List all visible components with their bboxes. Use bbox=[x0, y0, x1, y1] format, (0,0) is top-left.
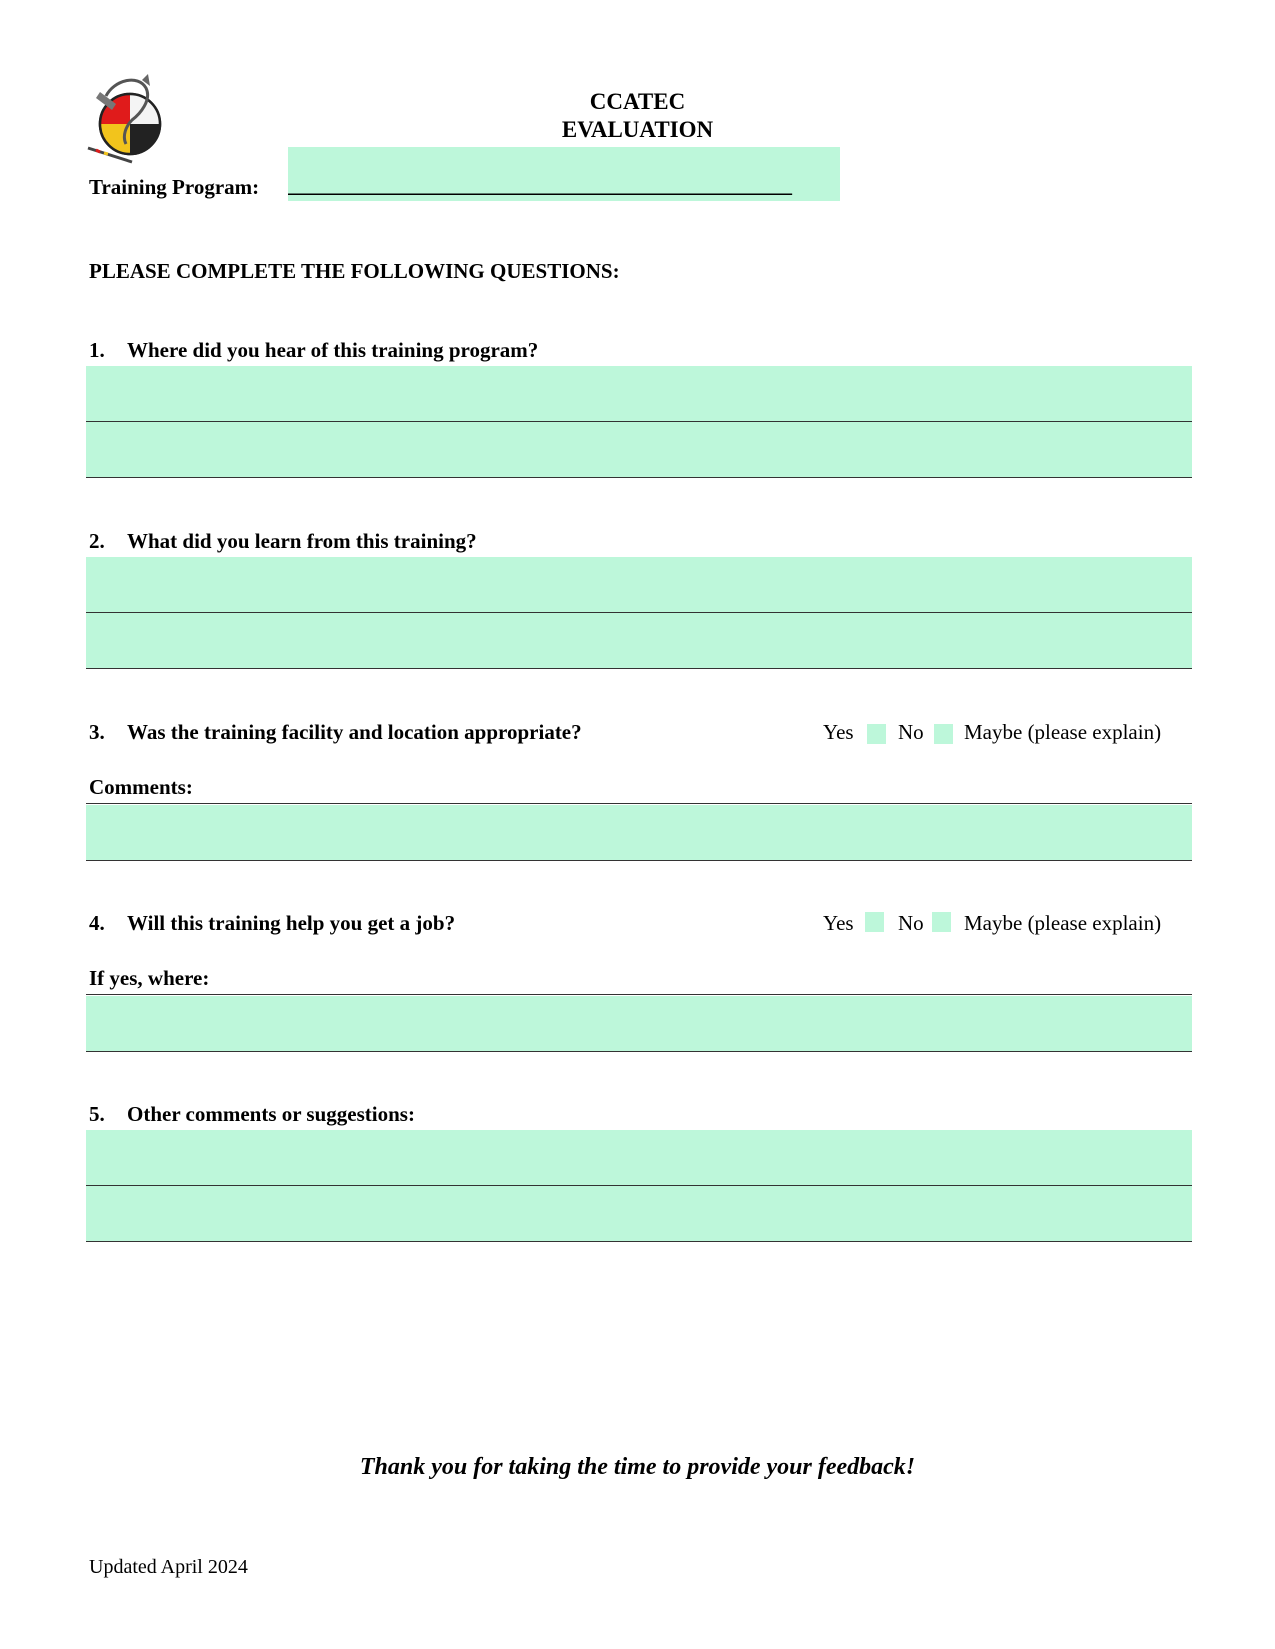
question-4-no-checkbox[interactable] bbox=[932, 912, 951, 932]
question-3 bbox=[89, 720, 582, 745]
question-5 bbox=[89, 1102, 415, 1127]
title-line-2: EVALUATION bbox=[561, 117, 714, 142]
question-1 bbox=[89, 338, 538, 363]
training-program-label: Training Program: bbox=[89, 175, 260, 199]
question-4-number: 4. bbox=[89, 911, 105, 935]
thank-you-message: Thank you for taking the time to provide your feedback! bbox=[359, 1454, 916, 1480]
question-4-text: Will this training help you get a job? bbox=[127, 911, 456, 935]
updated-date-footer: Updated April 2024 bbox=[89, 1556, 248, 1578]
question-3-no-checkbox[interactable] bbox=[934, 724, 953, 744]
question-3-yes-checkbox[interactable] bbox=[867, 724, 886, 744]
question-1-number: 1. bbox=[89, 338, 105, 362]
if-yes-where-top-rule bbox=[86, 994, 1192, 995]
question-1-text: Where did you hear of this training program? bbox=[127, 338, 539, 362]
question-4-yes-checkbox[interactable] bbox=[865, 912, 884, 932]
if-yes-where-label: If yes, where: bbox=[89, 966, 210, 990]
title-line-1: CCATEC bbox=[589, 89, 686, 114]
comments-label: Comments: bbox=[89, 775, 193, 799]
question-4-no-label: No bbox=[898, 911, 924, 935]
question-2 bbox=[89, 529, 477, 554]
question-5-answer-line-2[interactable] bbox=[86, 1186, 1192, 1242]
question-3-yes-label: Yes bbox=[823, 720, 854, 744]
comments-top-rule bbox=[86, 803, 1192, 804]
document-title bbox=[0, 88, 1275, 144]
question-5-number: 5. bbox=[89, 1102, 105, 1126]
question-2-number: 2. bbox=[89, 529, 105, 553]
question-2-answer-line-2[interactable] bbox=[86, 613, 1192, 669]
question-5-answer-line-1[interactable] bbox=[86, 1130, 1192, 1186]
question-2-text: What did you learn from this training? bbox=[127, 529, 477, 553]
question-1-answer-line-1[interactable] bbox=[86, 366, 1192, 422]
if-yes-where-field[interactable] bbox=[86, 996, 1192, 1052]
instructions-heading: PLEASE COMPLETE THE FOLLOWING QUESTIONS: bbox=[89, 259, 620, 283]
question-1-answer-line-2[interactable] bbox=[86, 422, 1192, 478]
question-5-text: Other comments or suggestions: bbox=[127, 1102, 415, 1126]
comments-field[interactable] bbox=[86, 805, 1192, 861]
question-4 bbox=[89, 911, 455, 936]
question-3-number: 3. bbox=[89, 720, 105, 744]
training-program-field[interactable] bbox=[288, 147, 840, 201]
training-program-underline: ________________________________________________ bbox=[288, 173, 792, 197]
question-2-answer-line-1[interactable] bbox=[86, 557, 1192, 613]
question-4-maybe-label: Maybe (please explain) bbox=[964, 911, 1162, 935]
question-3-text: Was the training facility and location appropriate? bbox=[127, 720, 582, 744]
question-4-yes-label: Yes bbox=[823, 911, 854, 935]
question-3-maybe-label: Maybe (please explain) bbox=[964, 720, 1162, 744]
question-3-no-label: No bbox=[898, 720, 924, 744]
